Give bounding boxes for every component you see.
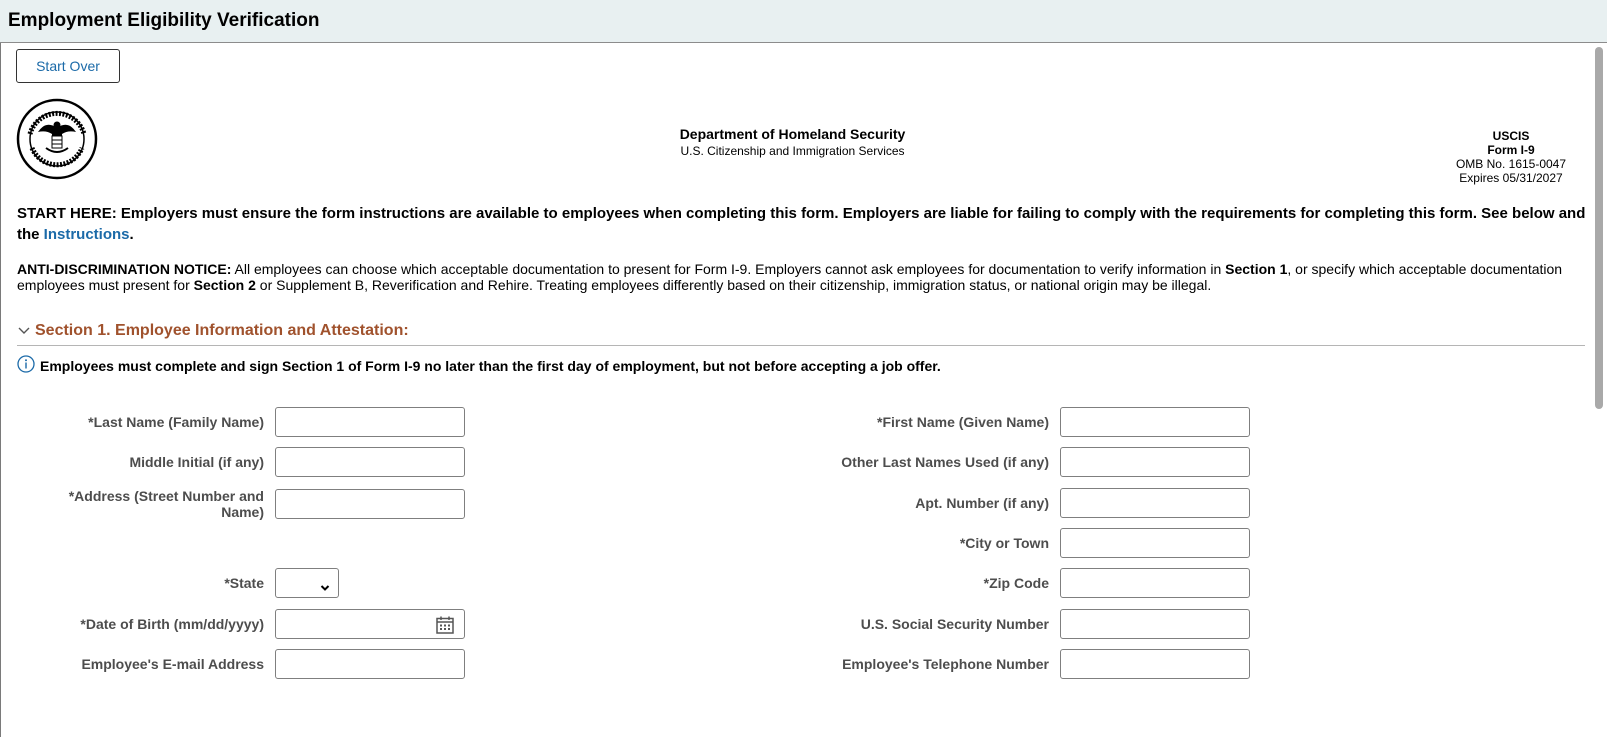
anti-section1-ref: Section 1 (1225, 261, 1288, 277)
start-here-notice (17, 203, 1587, 245)
chevron-down-icon[interactable] (17, 324, 31, 336)
section1-header[interactable] (17, 319, 1585, 346)
start-over-button[interactable]: Start Over (16, 49, 120, 83)
apt-number-label: Apt. Number (if any) (915, 495, 1049, 511)
anti-discrimination-label: ANTI-DISCRIMINATION NOTICE: (17, 261, 232, 277)
anti-text-1: All employees can choose which acceptable documentation to present for Form I-9. Employers cannot ask employees for documentation to verify information in (231, 261, 1226, 277)
field-zip (1, 568, 1250, 598)
form-org: USCIS (1492, 129, 1530, 143)
first-name-label: *First Name (Given Name) (877, 414, 1049, 430)
section1-info (17, 355, 941, 376)
section1-info-text: Employees must complete and sign Section 1 of Form I-9 no later than the first day of employment, but not before accepting a job offer. (40, 357, 941, 374)
sub-agency-name: U.S. Citizenship and Immigration Services (680, 144, 905, 158)
state-label: *State (224, 575, 264, 591)
vertical-scrollbar[interactable] (1593, 43, 1607, 737)
city-label: *City or Town (959, 535, 1049, 551)
other-last-names-input[interactable] (1060, 447, 1250, 477)
zip-label: *Zip Code (983, 575, 1049, 591)
field-city (1, 528, 1250, 558)
field-ssn (1, 609, 1250, 639)
info-icon (17, 355, 40, 376)
telephone-input[interactable] (1060, 649, 1250, 679)
ssn-label: U.S. Social Security Number (860, 616, 1049, 632)
city-input[interactable] (1060, 528, 1250, 558)
start-here-text: START HERE: Employers must ensure the form instructions are available to employees when completing this form. Employers are liable for failing to comply with the requirements for completing this form. See below and the (17, 205, 1586, 243)
expiration-date: Expires 05/31/2027 (1459, 171, 1563, 185)
scrollbar-thumb[interactable] (1595, 47, 1603, 409)
email-label: Employee's E-mail Address (81, 656, 264, 672)
anti-text-3: or Supplement B, Reverification and Rehire. Treating employees differently based on their citizenship, immigration status, or national origin may be illegal. (255, 277, 1212, 293)
field-telephone (1, 649, 1250, 679)
title-bar (0, 0, 1607, 43)
field-other-last-names (1, 447, 1250, 477)
field-apt-number (1, 488, 1250, 518)
dob-label: *Date of Birth (mm/dd/yyyy) (80, 616, 264, 632)
form-content (0, 43, 1607, 737)
telephone-label: Employee's Telephone Number (842, 656, 1049, 672)
apt-number-input[interactable] (1060, 488, 1250, 518)
ssn-input[interactable] (1060, 609, 1250, 639)
anti-section2-ref: Section 2 (193, 277, 256, 293)
other-last-names-label: Other Last Names Used (if any) (841, 454, 1049, 470)
anti-discrimination-notice (17, 261, 1587, 293)
address-label: *Address (Street Number and Name) (68, 488, 264, 520)
section1-title: Section 1. Employee Information and Attestation: (35, 322, 409, 339)
start-here-period: . (129, 226, 134, 243)
field-first-name (1, 407, 1250, 437)
omb-number: OMB No. 1615-0047 (1455, 157, 1567, 171)
zip-input[interactable] (1060, 568, 1250, 598)
anti-text-2: , or specify which acceptable documentation employees must present for (17, 261, 1563, 293)
form-identifier (1431, 129, 1591, 185)
last-name-label: *Last Name (Family Name) (88, 414, 264, 430)
middle-initial-label: Middle Initial (if any) (129, 454, 264, 470)
page-title: Employment Eligibility Verification (8, 10, 320, 31)
agency-name: Department of Homeland Security (679, 126, 906, 142)
form-number: Form I-9 (1487, 143, 1535, 157)
first-name-input[interactable] (1060, 407, 1250, 437)
instructions-link[interactable]: Instructions (43, 226, 130, 243)
dhs-seal-icon (16, 98, 98, 180)
agency-header (621, 126, 964, 158)
